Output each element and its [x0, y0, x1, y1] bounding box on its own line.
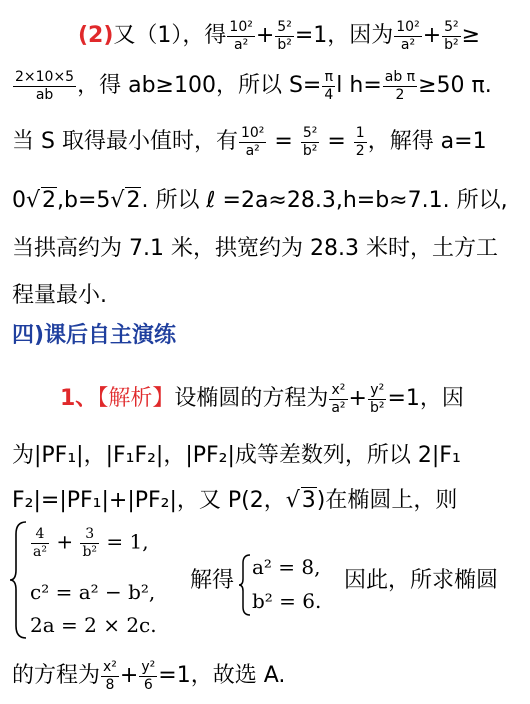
- fraction: $\frac{3}{\text{b²}}$: [82, 526, 98, 560]
- fraction: $\frac{\text{10²}}{\text{a²}}$: [396, 19, 420, 53]
- text: 为|PF₁|，|F₁F₂|，|PF₂|成等差数列，所以 2|F₁: [12, 443, 461, 468]
- fraction: $\frac{\pi}{4}$: [324, 69, 334, 103]
- line-1: [78, 20, 480, 52]
- text: 0: [12, 188, 26, 213]
- plus: +: [49, 529, 80, 554]
- text: 又（1），得: [113, 23, 227, 49]
- text: . 所以 ℓ =2a≈28.3,h=b≈7.1. 所以,: [141, 188, 508, 213]
- text: ,b=5: [57, 188, 111, 213]
- text: ≥: [461, 23, 481, 49]
- text: ≥50 π.: [418, 73, 492, 99]
- sqrt: √3: [285, 488, 316, 513]
- text: ，得 ab≥100，所以 S=: [77, 73, 322, 99]
- left-brace: [237, 553, 253, 617]
- text: 程量最小.: [12, 283, 107, 308]
- line-3: [12, 126, 487, 158]
- fraction: $\frac{\text{5²}}{\text{b²}}$: [302, 125, 318, 159]
- fraction: $\frac{\text{5²}}{\text{b²}}$: [277, 19, 292, 53]
- fraction: $\frac{\text{ab π}}{2}$: [384, 69, 416, 103]
- line-4: [12, 190, 508, 212]
- fraction: $\frac{\text{y²}}{6}$: [141, 659, 156, 693]
- text: ，解得 a=1: [367, 129, 487, 155]
- system-row-2: c² = a² − b²,: [30, 580, 156, 604]
- analysis-tag: 【解析】: [97, 386, 175, 412]
- fraction: $\frac{\text{10²}}{\text{a²}}$: [229, 19, 253, 53]
- sqrt: √2: [110, 188, 141, 213]
- text: )在椭圆上，则: [316, 488, 458, 513]
- final-line: [12, 660, 285, 692]
- plus: +: [255, 23, 275, 49]
- fraction: $\frac{\text{5²}}{\text{b²}}$: [444, 19, 459, 53]
- plus: +: [422, 23, 442, 49]
- left-brace: [8, 520, 30, 640]
- q1-line-3: [12, 490, 457, 512]
- text: 当 S 取得最小值时，有: [12, 129, 238, 155]
- q1-line-1: [60, 383, 464, 415]
- solution-b: b² = 6.: [252, 589, 322, 613]
- equals: =: [267, 129, 300, 155]
- system-row-1: [30, 527, 149, 559]
- q1-line-2: [12, 445, 461, 467]
- solve-label: 解得: [190, 568, 235, 593]
- solution-a: a² = 8,: [252, 555, 321, 579]
- section-heading: 四)课后自主演练: [12, 323, 177, 348]
- text: 因此，所求椭圆: [344, 568, 499, 593]
- fraction: $\frac{4}{\text{a²}}$: [33, 526, 47, 560]
- system-row-3: 2a = 2 × 2c.: [30, 613, 157, 637]
- text: =1，因: [387, 386, 464, 412]
- fraction: $\frac{\text{y²}}{\text{b²}}$: [369, 382, 385, 416]
- fraction: $\frac{1}{2}$: [355, 125, 365, 159]
- text: F₂|=|PF₁|+|PF₂|，又 P(2，: [12, 488, 286, 513]
- plus: +: [348, 386, 367, 412]
- text: l h=: [336, 73, 382, 99]
- text: = 1,: [100, 529, 149, 554]
- equals: =: [320, 129, 353, 155]
- text: =1，故选 A.: [158, 663, 286, 689]
- fraction: $\frac{2\times 10\times 5}{ab}$: [15, 69, 75, 103]
- fraction: $\frac{\text{x²}}{\text{a²}}$: [331, 382, 346, 416]
- text: 当拱高约为 7.1 米，拱宽约为 28.3 米时，土方工: [12, 236, 498, 261]
- text: =1，因为: [294, 23, 394, 49]
- sqrt: √2: [26, 188, 57, 213]
- line-6: [12, 285, 107, 307]
- question-number: 1、: [60, 386, 98, 412]
- line-2: [12, 70, 492, 102]
- text: 的方程为: [12, 663, 101, 689]
- fraction: $\frac{\text{10²}}{\text{a²}}$: [240, 125, 265, 159]
- text: 设椭圆的方程为: [174, 386, 329, 412]
- fraction: $\frac{\text{x²}}{8}$: [103, 659, 117, 693]
- part-label: (2): [78, 23, 114, 49]
- line-5: [12, 238, 498, 260]
- plus: +: [119, 663, 139, 689]
